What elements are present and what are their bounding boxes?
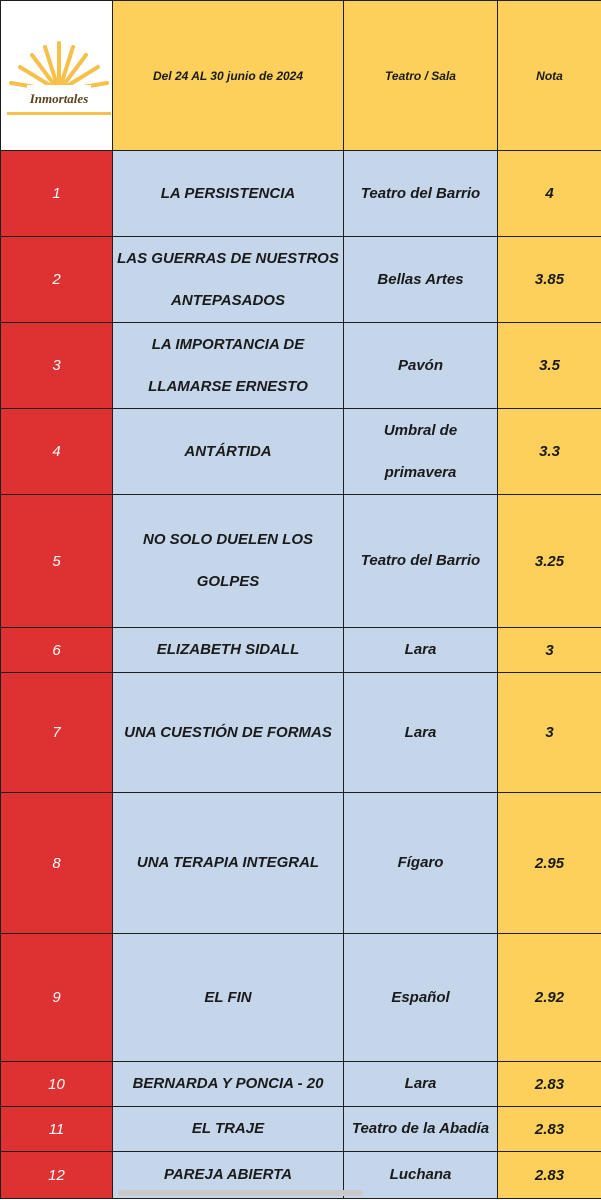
venue-cell: Lara	[344, 673, 498, 793]
score-cell: 3	[498, 673, 601, 793]
table-row	[1, 151, 601, 237]
rank-cell: 1	[1, 151, 113, 237]
rank-cell: 3	[1, 323, 113, 409]
score-cell: 2.92	[498, 934, 601, 1062]
score-cell: 3.85	[498, 237, 601, 323]
score-cell: 3	[498, 628, 601, 673]
score-cell: 2.83	[498, 1152, 601, 1199]
venue-cell: Pavón	[344, 323, 498, 409]
rank-cell: 10	[1, 1062, 113, 1107]
venue-cell: Luchana	[344, 1152, 498, 1199]
venue-cell: Fígaro	[344, 793, 498, 934]
rank-cell: 4	[1, 409, 113, 495]
venue-cell: Teatro de la Abadía	[344, 1107, 498, 1152]
venue-cell: Bellas Artes	[344, 237, 498, 323]
rank-cell: 9	[1, 934, 113, 1062]
play-title-cell: NO SOLO DUELEN LOS GOLPES	[113, 495, 344, 628]
venue-cell: Umbral de primavera	[344, 409, 498, 495]
venue-cell: Teatro del Barrio	[344, 495, 498, 628]
score-cell: 4	[498, 151, 601, 237]
play-title-cell: LA IMPORTANCIA DE LLAMARSE ERNESTO	[113, 323, 344, 409]
venue-cell: Español	[344, 934, 498, 1062]
table-row	[1, 409, 601, 495]
score-cell: 3.25	[498, 495, 601, 628]
score-cell: 2.83	[498, 1062, 601, 1107]
play-title-cell: UNA TERAPIA INTEGRAL	[113, 793, 344, 934]
horizontal-scrollbar[interactable]	[118, 1190, 363, 1196]
table-row	[1, 1107, 601, 1152]
score-header: Nota	[498, 1, 601, 151]
ranking-rows	[1, 151, 601, 1199]
rank-cell: 12	[1, 1152, 113, 1199]
table-row	[1, 495, 601, 628]
logo-text: Inmortales	[29, 90, 89, 106]
table-row	[1, 1062, 601, 1107]
rank-cell: 8	[1, 793, 113, 934]
table-row	[1, 934, 601, 1062]
play-title-cell: EL TRAJE	[113, 1107, 344, 1152]
logo-cell	[1, 1, 113, 151]
rank-cell: 6	[1, 628, 113, 673]
sunburst-logo-icon	[5, 31, 113, 121]
rank-cell: 7	[1, 673, 113, 793]
play-title-cell: UNA CUESTIÓN DE FORMAS	[113, 673, 344, 793]
play-title-cell: LA PERSISTENCIA	[113, 151, 344, 237]
date-range-header: Del 24 AL 30 junio de 2024	[113, 1, 344, 151]
play-title-cell: PAREJA ABIERTA	[113, 1152, 344, 1199]
play-title-cell: EL FIN	[113, 934, 344, 1062]
venue-cell: Teatro del Barrio	[344, 151, 498, 237]
play-title-cell: ANTÁRTIDA	[113, 409, 344, 495]
rank-cell: 11	[1, 1107, 113, 1152]
play-title-cell: LAS GUERRAS DE NUESTROS ANTEPASADOS	[113, 237, 344, 323]
score-cell: 3.3	[498, 409, 601, 495]
play-title-cell: BERNARDA Y PONCIA - 20	[113, 1062, 344, 1107]
play-title-cell: ELIZABETH SIDALL	[113, 628, 344, 673]
table-row	[1, 673, 601, 793]
table-row	[1, 628, 601, 673]
table-row	[1, 323, 601, 409]
venue-cell: Lara	[344, 628, 498, 673]
table-row	[1, 793, 601, 934]
rank-cell: 5	[1, 495, 113, 628]
score-cell: 3.5	[498, 323, 601, 409]
score-cell: 2.83	[498, 1107, 601, 1152]
score-cell: 2.95	[498, 793, 601, 934]
rank-cell: 2	[1, 237, 113, 323]
venue-cell: Lara	[344, 1062, 498, 1107]
table-row	[1, 237, 601, 323]
header-row	[1, 1, 601, 151]
venue-header: Teatro / Sala	[344, 1, 498, 151]
